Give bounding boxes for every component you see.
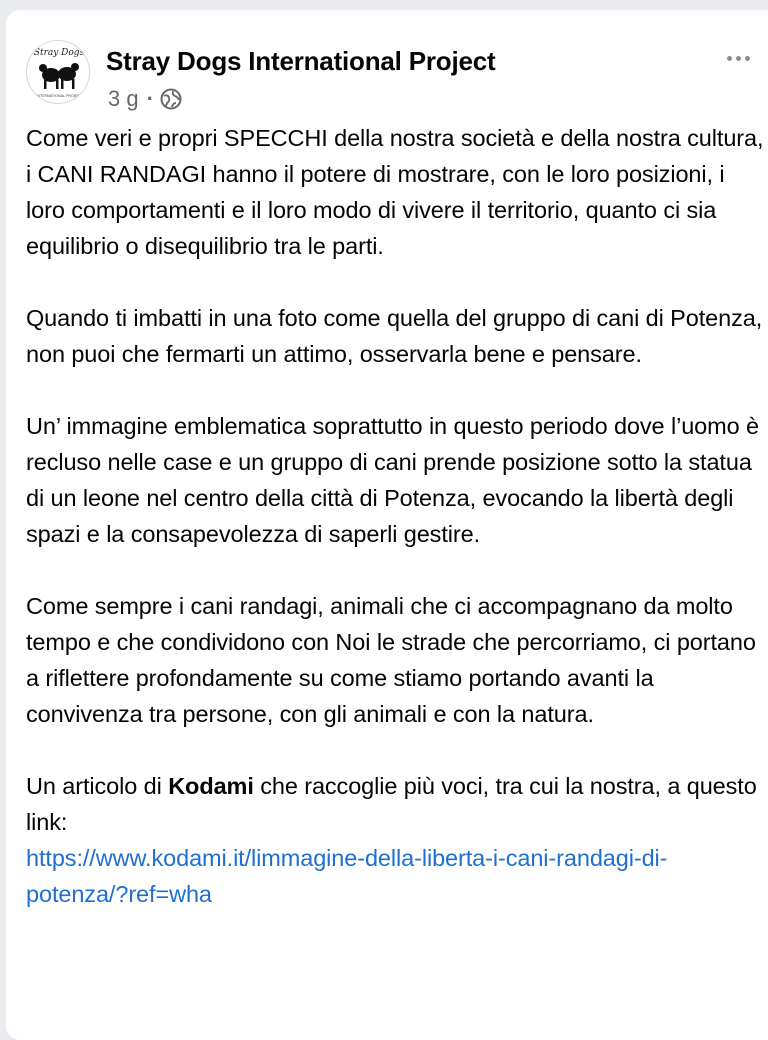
post-paragraph: Come veri e propri SPECCHI della nostra società e della nostra cultura, i CANI RANDAGI hanno il potere di mostrare, con le loro posizioni, i loro comportamenti e il loro modo di vivere il territorio, quanto ci sia equilibrio o disequilibrio tra le parti. xyxy=(26,125,764,259)
post-meta xyxy=(108,86,182,112)
post-header xyxy=(26,40,744,112)
globe-icon[interactable] xyxy=(160,88,182,110)
meta-separator: · xyxy=(146,86,154,111)
post-card xyxy=(6,10,768,1040)
post-time[interactable]: 3 g xyxy=(108,86,139,111)
text-suffix: che raccoglie più voci, tra cui la nostra, a questo link: xyxy=(26,773,757,835)
post-paragraph: Quando ti imbatti in una foto come quella del gruppo di cani di Potenza, non puoi che fermarti un attimo, osservarla bene e pensare. xyxy=(26,305,763,367)
page-name[interactable]: Stray Dogs International Project xyxy=(106,46,496,76)
post-body xyxy=(26,120,766,912)
text-prefix: Un articolo di xyxy=(26,773,169,799)
page-avatar[interactable] xyxy=(26,40,90,104)
stray-dogs-logo xyxy=(27,41,90,104)
more-options-icon[interactable] xyxy=(720,44,756,72)
kodami-mention: Kodami xyxy=(168,773,254,799)
post-paragraph-last xyxy=(26,768,766,912)
svg-text:INTERNATIONAL PROJECT: INTERNATIONAL PROJECT xyxy=(36,94,82,98)
post-paragraph: Un’ immagine emblematica soprattutto in questo periodo dove l’uomo è recluso nelle case e un gruppo di cani prende posizione sotto la statua di un leone nel centro della città di Potenza, evocando la libertà degli spazi e la consapevolezza di saperli gestire. xyxy=(26,413,759,547)
svg-text:Stray Dogs: Stray Dogs xyxy=(33,48,85,58)
post-paragraph: Come sempre i cani randagi, animali che ci accompagnano da molto tempo e che condividono con Noi le strade che percorriamo, ci portano a riflettere profondamente su come stiamo portando avanti la convivenza tra persone, con gli animali e con la natura. xyxy=(26,593,756,727)
article-link[interactable]: https://www.kodami.it/limmagine-della-liberta-i-cani-randagi-di-potenza/?ref=wha xyxy=(26,845,668,907)
